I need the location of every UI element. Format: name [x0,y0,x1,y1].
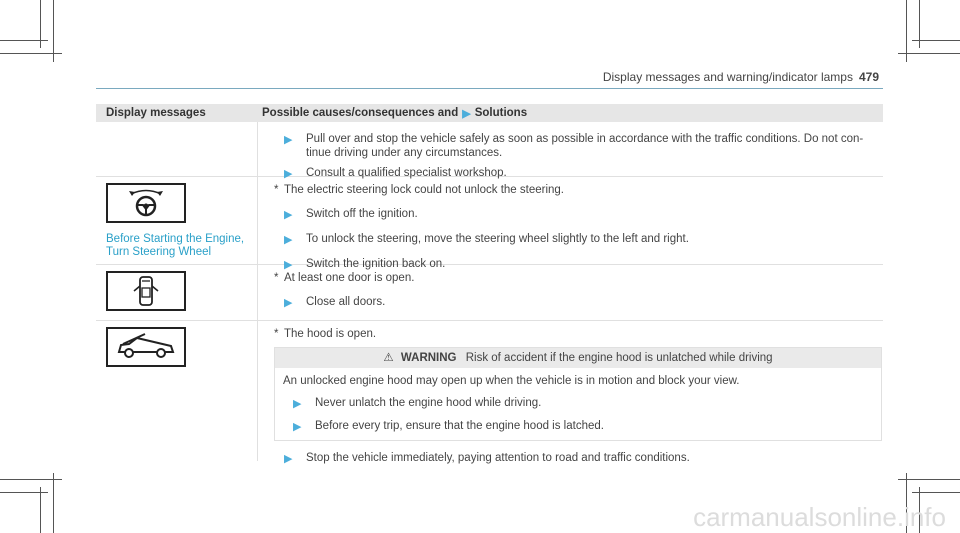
table-header [96,104,883,122]
arrow-icon: ▶ [284,209,293,221]
solution-cell [258,265,883,320]
col2-prefix: Possible causes/consequences and [262,107,459,119]
action-text: Never unlatch the engine hood while driving. [315,397,542,409]
arrow-icon: ▶ [284,453,293,465]
action-text: Consult a qualified specialist workshop. [306,167,507,179]
warning-text: An unlocked engine hood may open up when the vehicle is in motion and block your view. [283,375,740,387]
solution-cell [258,321,883,465]
action-text: Switch the ignition back on. [306,258,446,270]
message-cell [96,265,258,320]
message-line: Turn Steering Wheel [106,246,212,258]
solution-cell [258,177,883,271]
message-cell [96,122,258,176]
arrow-icon: ▶ [284,234,293,246]
warning-subtitle: Risk of accident if the engine hood is unlatched while driving [465,352,773,364]
warning-title: WARNING [400,352,457,364]
crop-mark [40,487,41,533]
list-item [293,419,873,434]
arrow-icon: ▶ [284,297,293,309]
page-header [96,68,883,89]
cause-text: The electric steering lock could not unlock the steering. [284,184,564,196]
crop-mark [898,479,960,480]
arrow-icon: ▶ [284,259,293,271]
table-row [96,177,883,271]
arrow-icon: ▶ [284,168,293,180]
list-item [284,451,883,466]
table-row [96,122,883,180]
crop-mark [912,40,960,41]
crop-mark [0,492,48,493]
col-causes-solutions [258,107,883,120]
warning-triangle-icon: ⚠ [383,352,394,364]
message-cell [96,321,258,461]
col2-suffix: Solutions [474,107,528,119]
message-line: Before Starting the Engine, [106,233,245,245]
action-text: Switch off the ignition. [306,208,418,220]
cause-text: The hood is open. [284,328,377,340]
solution-cell [258,122,883,180]
action-text: Before every trip, ensure that the engine hood is latched. [315,420,604,432]
arrow-icon: ▶ [293,398,302,410]
footnote-star: * [274,272,279,284]
list-item [284,295,883,310]
warning-body [275,368,881,440]
open-hood-icon [106,327,186,367]
list-item [293,396,873,411]
watermark: carmanualsonline.info [693,502,946,532]
display-message [106,233,244,259]
steering-wheel-lock-icon [106,183,186,223]
arrow-icon: ▶ [293,421,302,433]
crop-mark [0,479,62,480]
list-item [284,207,883,222]
arrow-icon: ▶ [462,107,471,120]
crop-mark [898,53,960,54]
page-number: 479 [858,70,879,84]
cause-text: At least one door is open. [284,272,415,284]
warning-header [275,348,881,368]
message-cell [96,177,258,264]
arrow-icon: ▶ [284,134,293,146]
table-row [96,265,883,321]
cause-item [274,271,883,285]
action-text: Close all doors. [306,296,386,308]
crop-mark [53,473,54,533]
table-row [96,321,883,465]
crop-mark [912,492,960,493]
footnote-star: * [274,328,279,340]
header-text [603,70,879,84]
open-door-icon [106,271,186,311]
list-item [284,232,883,247]
warning-box [274,347,882,441]
action-text: To unlock the steering, move the steering wheel slightly to the left and right. [306,233,689,245]
col-display-messages: Display messages [106,107,206,119]
cause-item [274,327,883,341]
list-item [284,132,883,160]
messages-table [96,104,883,465]
crop-mark [0,53,62,54]
action-text: Stop the vehicle immediately, paying attention to road and traffic conditions. [306,452,690,464]
section-title: Display messages and warning/indicator lamps [602,70,853,84]
cause-item [274,183,883,197]
crop-mark [0,40,48,41]
footnote-star: * [274,184,279,196]
action-text: Pull over and stop the vehicle safely as soon as possible in accordance with the traffic conditions. Do not con- tinue driving under any circumstances. [306,133,864,159]
